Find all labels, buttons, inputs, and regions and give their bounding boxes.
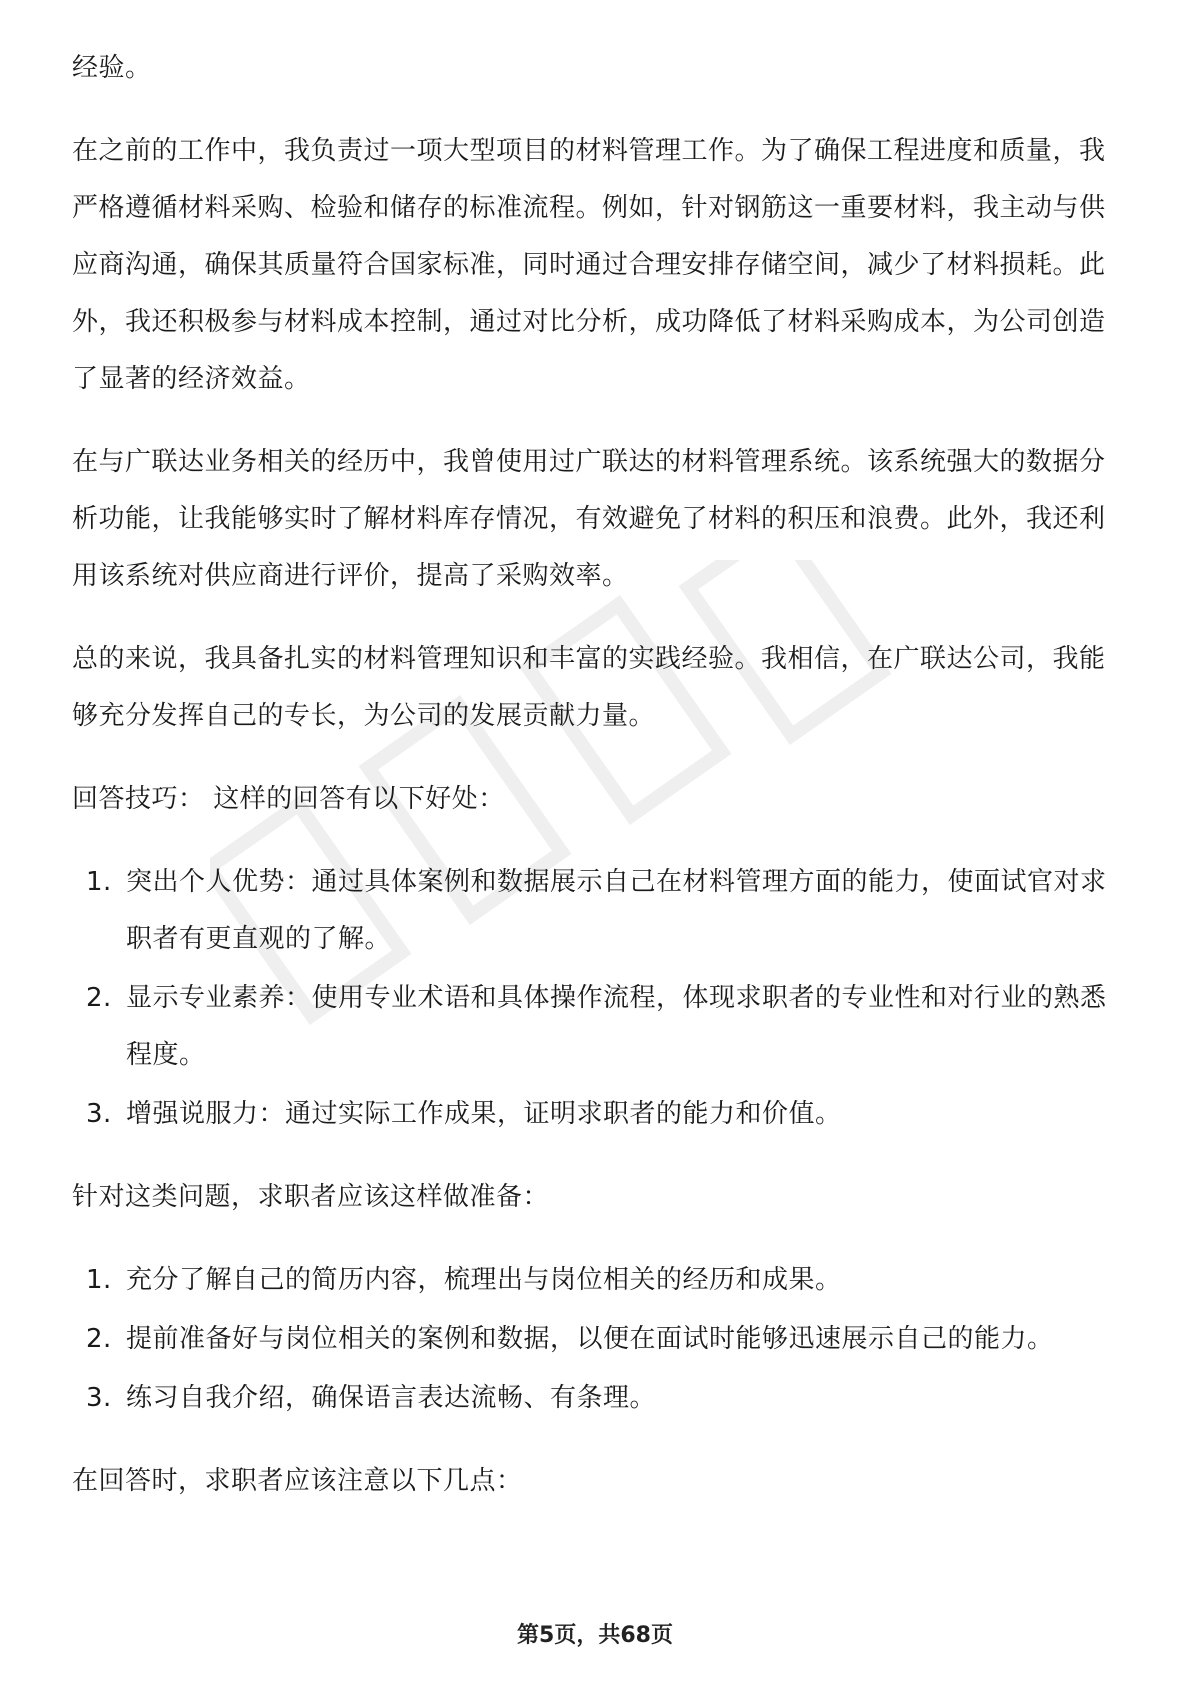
list-item-text: 增强说服力：通过实际工作成果，证明求职者的能力和价值。 [126,1099,842,1129]
list-number: 1. [86,867,112,897]
document-body [72,40,1118,1536]
list-number: 1. [86,1265,112,1295]
list-item-text: 练习自我介绍，确保语言表达流畅、有条理。 [126,1383,657,1413]
list-number: 3. [86,1383,112,1413]
answer-tips-heading: 回答技巧： 这样的回答有以下好处： [72,784,505,814]
benefits-list [72,854,1118,1143]
paragraph: 总的来说，我具备扎实的材料管理知识和丰富的实践经验。我相信，在广联达公司，我能够充分发挥自己的专长，为公司的发展贡献力量。 [72,644,1106,731]
list-number: 2. [86,1324,112,1354]
paragraph: 在与广联达业务相关的经历中，我曾使用过广联达的材料管理系统。该系统强大的数据分析功能，让我能够实时了解材料库存情况，有效避免了材料的积压和浪费。此外，我还利用该系统对供应商进行评价，提高了采购效率。 [72,447,1106,591]
preparation-list [72,1252,1118,1427]
list-number: 2. [86,983,112,1013]
closing-heading: 在回答时，求职者应该注意以下几点： [72,1466,523,1496]
list-item-text: 提前准备好与岗位相关的案例和数据，以便在面试时能够迅速展示自己的能力。 [126,1324,1054,1354]
list-item [72,1370,1118,1427]
preparation-heading: 针对这类问题，求职者应该这样做准备： [72,1182,550,1212]
list-item [72,1311,1118,1368]
list-item [72,1086,1118,1143]
paragraph: 在之前的工作中，我负责过一项大型项目的材料管理工作。为了确保工程进度和质量，我严格遵循材料采购、检验和储存的标准流程。例如，针对钢筋这一重要材料，我主动与供应商沟通，确保其质量符合国家标准，同时通过合理安排存储空间，减少了材料损耗。此外，我还积极参与材料成本控制，通过对比分析，成功降低了材料采购成本，为公司创造了显著的经济效益。 [72,136,1106,394]
list-item-text: 充分了解自己的简历内容，梳理出与岗位相关的经历和成果。 [126,1265,842,1295]
list-item [72,970,1118,1084]
list-item [72,1252,1118,1309]
paragraph: 经验。 [72,53,152,83]
list-number: 3. [86,1099,112,1129]
list-item-text: 显示专业素养：使用专业术语和具体操作流程，体现求职者的专业性和对行业的熟悉程度。 [126,983,1107,1070]
page-number: 第5页，共68页 [517,1623,673,1648]
list-item [72,854,1118,968]
list-item-text: 突出个人优势：通过具体案例和数据展示自己在材料管理方面的能力，使面试官对求职者有更直观的了解。 [126,867,1107,954]
